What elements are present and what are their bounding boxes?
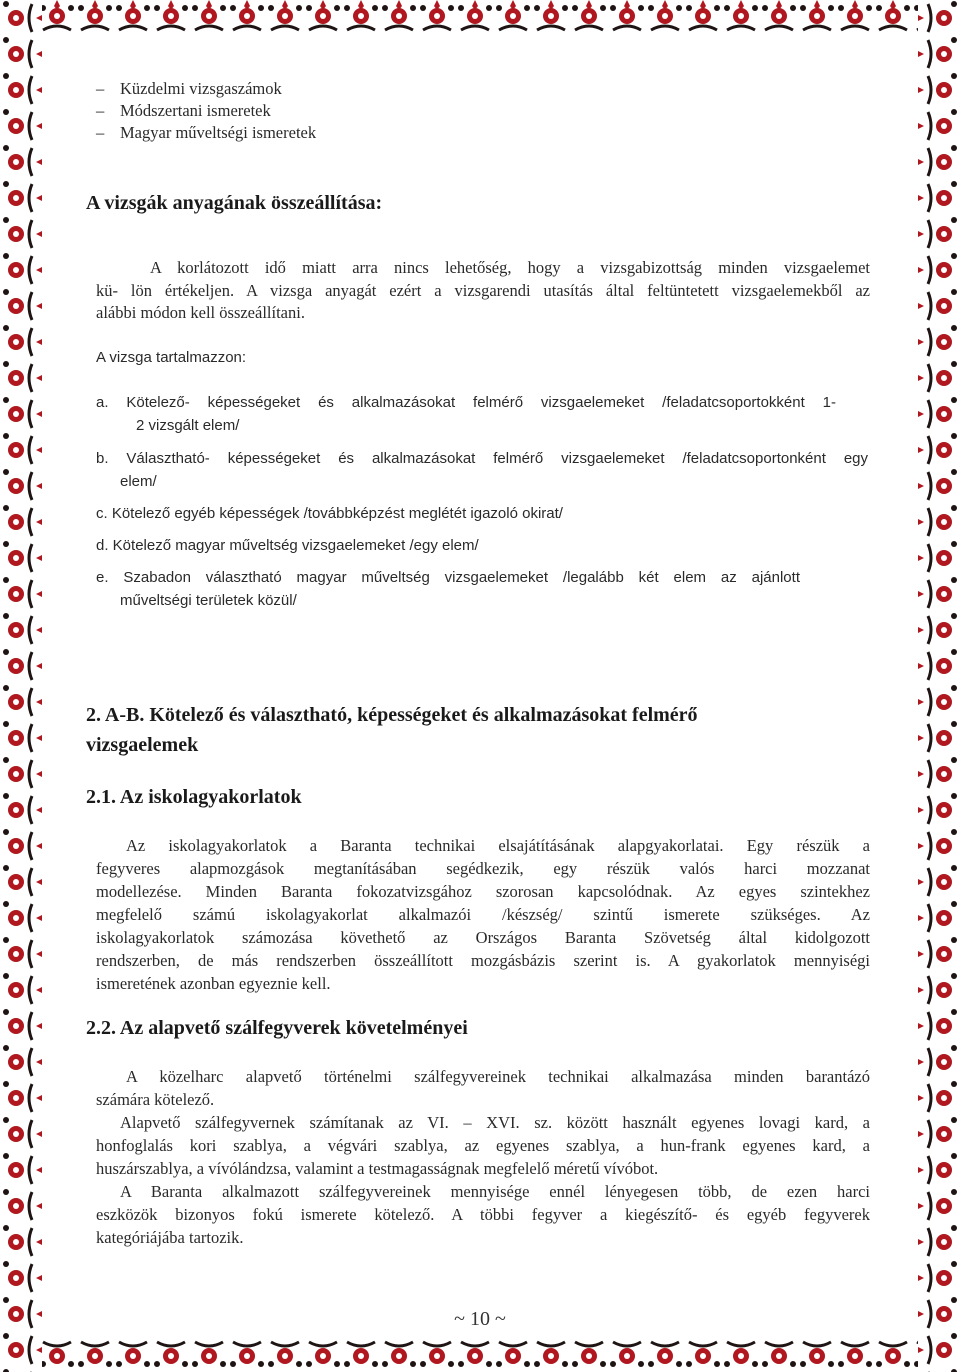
paragraph-line: rendszerben, de más rendszerben összeállított mozgásbázis szerint is. A gyakorlatok mennyiségi — [96, 951, 870, 970]
paragraph-line: A Baranta alkalmazott szálfegyvereinek mennyisége ennél lényegesen több, de ezen harci — [120, 1182, 870, 1201]
paragraph-line: megfelelő számú iskolagyakorlat alkalmazói /készség/ szintű ismerete szükséges. Az — [96, 905, 870, 924]
paragraph-line: ismeretének azonban egyeznie kell. — [96, 974, 331, 993]
list-dash: – — [96, 79, 105, 98]
item-d: d. Kötelező magyar műveltség vizsgaelemeket /egy elem/ — [96, 537, 479, 554]
paragraph-line: A korlátozott idő miatt arra nincs lehetőség, hogy a vizsgabizottság minden vizsgaelemet — [150, 258, 870, 277]
subsection-heading: 2.1. Az iskolagyakorlatok — [86, 786, 302, 808]
section-heading: 2. A-B. Kötelező és választható, képességeket és alkalmazásokat felmérő — [86, 704, 698, 726]
list-item: Magyar műveltségi ismeretek — [120, 123, 317, 142]
paragraph-line: honfoglalás kori szablya, a végvári szablya, az egyenes szablya, a hun-frank egyenes kard, a — [96, 1136, 870, 1155]
item-e-line1: e. Szabadon választható magyar műveltség vizsgaelemeket /legalább két elem az ajánlott — [96, 569, 800, 586]
subsection-heading: 2.2. Az alapvető szálfegyverek követelményei — [86, 1017, 468, 1039]
paragraph-line: A közelharc alapvető történelmi szálfegyvereinek technikai alkalmazása minden barantázó — [126, 1067, 870, 1086]
item-b-line2: elem/ — [120, 473, 157, 490]
contains-label: A vizsga tartalmazzon: — [96, 349, 247, 366]
item-c: c. Kötelező egyéb képességek /továbbképzést meglétét igazoló okirat/ — [96, 505, 563, 522]
paragraph-line: kü- lön értékeljen. A vizsga anyagát ezért a vizsgarendi utasítás által feltüntetett vizsgaelemekből az — [96, 281, 870, 300]
item-a-line1: a. Kötelező- képességeket és alkalmazásokat felmérő vizsgaelemeket /feladatcsoportokként 1- — [96, 394, 836, 411]
item-e-line2: műveltségi területek közül/ — [120, 592, 297, 609]
paragraph-line: eszközök bizonyos fokú ismerete kötelező. A többi fegyver a kiegészítő- és egyéb fegyverek — [96, 1205, 870, 1224]
list-item: Küzdelmi vizsgaszámok — [120, 79, 282, 98]
item-a-line2: 2 vizsgált elem/ — [136, 417, 240, 434]
section-heading: A vizsgák anyagának összeállítása: — [86, 192, 383, 214]
list-dash: – — [96, 101, 105, 120]
item-b-line1: b. Választható- képességeket és alkalmazásokat felmérő vizsgaelemeket /feladatcsoportonként egy — [96, 450, 868, 467]
paragraph-line: kategóriájába tartozik. — [96, 1228, 244, 1247]
paragraph-line: iskolagyakorlatok számozása követhető az Országos Baranta Szövetség által kidolgozott — [96, 928, 870, 947]
paragraph-line: alábbi módon kell összeállítani. — [96, 303, 305, 322]
section-heading-continued: vizsgaelemek — [86, 734, 199, 756]
paragraph-line: huszárszablya, a vívólándzsa, valamint a testmagasságnak megfelelő méretű vívóbot. — [96, 1159, 659, 1178]
paragraph-line: fegyveres alapmozgások megtanításában segédkezik, egy részük valós harci mozzanat — [96, 859, 870, 878]
page-number: ~ 10 ~ — [454, 1308, 506, 1330]
paragraph-line: Alapvető szálfegyvernek számítanak az VI. – XVI. sz. között használt egyenes lovagi kard, a — [120, 1113, 870, 1132]
paragraph-line: modellezése. Minden Baranta fokozatvizsgához szorosan kapcsolódnak. Az egyes szintekhez — [96, 882, 870, 901]
list-item: Módszertani ismeretek — [120, 101, 271, 120]
list-dash: – — [96, 123, 105, 142]
paragraph-line: számára kötelező. — [96, 1090, 215, 1109]
paragraph-line: Az iskolagyakorlatok a Baranta technikai elsajátításának alapgyakorlatai. Egy részük a — [126, 836, 870, 855]
